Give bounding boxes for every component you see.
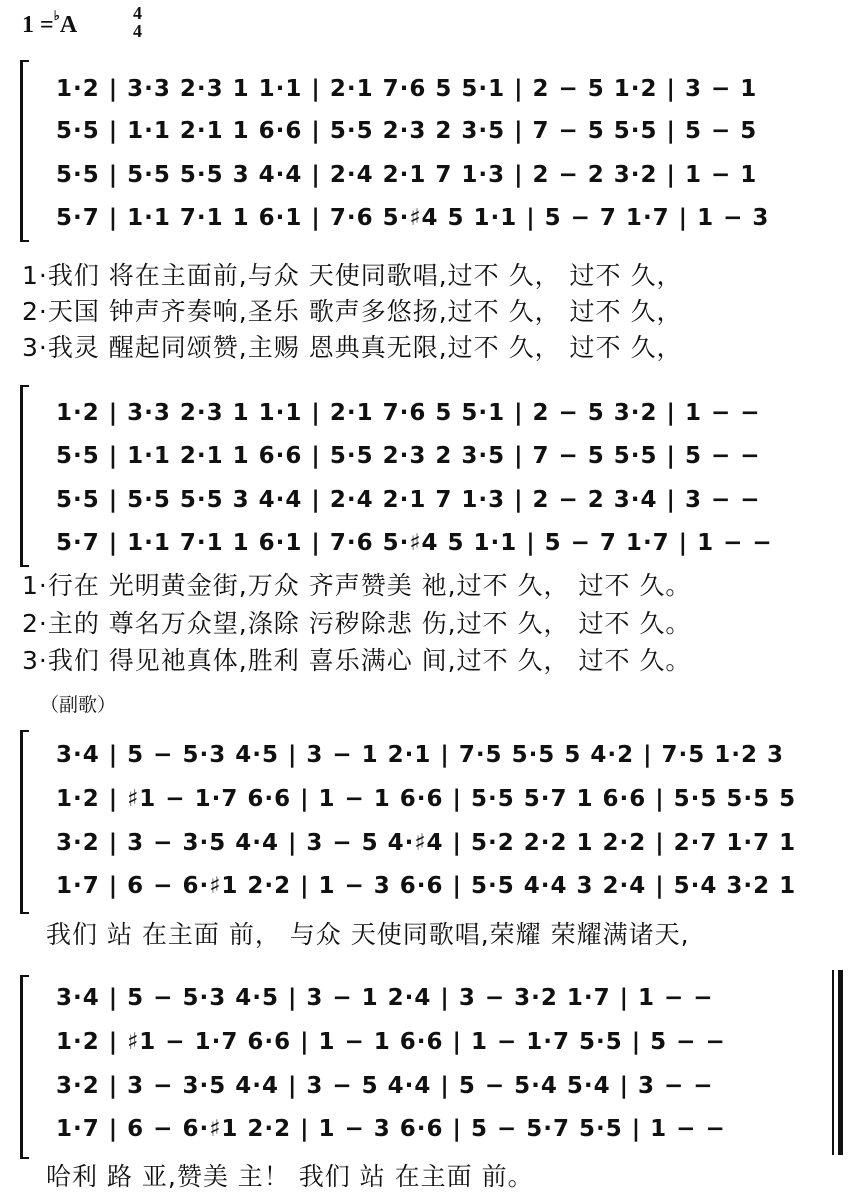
score-row: 5·5 | 5·5 5·5 3 4·4 | 2·4 2·1 7 1·3 | 2 − 2 3·4 | 3 − − <box>56 487 761 513</box>
score-row: 1·7 | 6 − 6·♯1 2·2 | 1 − 3 6·6 | 5 − 5·7 5·5 | 1 − − <box>56 1116 726 1142</box>
final-barline-thin <box>832 970 834 1155</box>
system-bracket <box>20 60 29 242</box>
lyric-line: 2·天国 钟声齐奏响,圣乐 歌声多悠扬,过不 久， 过不 久， <box>22 297 683 326</box>
time-signature <box>133 4 142 40</box>
score-row: 5·7 | 1·1 7·1 1 6·1 | 7·6 5·♯4 5 1·1 | 5 − 7 1·7 | 1 − − <box>56 530 773 556</box>
score-row: 1·2 | 3·3 2·3 1 1·1 | 2·1 7·6 5 5·1 | 2 − 5 1·2 | 3 − 1 <box>56 76 758 102</box>
score-row: 5·7 | 1·1 7·1 1 6·1 | 7·6 5·♯4 5 1·1 | 5 − 7 1·7 | 1 − 3 <box>56 205 770 231</box>
lyric-line: 3·我灵 醒起同颂赞,主赐 恩典真无限,过不 久， 过不 久， <box>22 333 683 362</box>
lyric-line: 哈利 路 亚,赞美 主！ 我们 站 在主面 前。 <box>46 1162 534 1191</box>
key-signature <box>22 8 77 39</box>
score-row: 5·5 | 1·1 2·1 1 6·6 | 5·5 2·3 2 3·5 | 7 − 5 5·5 | 5 − 5 <box>56 118 758 144</box>
score-row: 1·2 | ♯1 − 1·7 6·6 | 1 − 1 6·6 | 1 − 1·7 5·5 | 5 − − <box>56 1029 726 1055</box>
score-row: 3·4 | 5 − 5·3 4·5 | 3 − 1 2·4 | 3 − 3·2 1·7 | 1 − − <box>56 985 714 1011</box>
lyric-line: 我们 站 在主面 前， 与众 天使同歌唱,荣耀 荣耀满诸天, <box>46 920 690 949</box>
score-row: 3·2 | 3 − 3·5 4·4 | 3 − 5 4·4 | 5 − 5·4 5·4 | 3 − − <box>56 1073 714 1099</box>
score-row: 5·5 | 1·1 2·1 1 6·6 | 5·5 2·3 2 3·5 | 7 − 5 5·5 | 5 − − <box>56 443 761 469</box>
score-row: 3·4 | 5 − 5·3 4·5 | 3 − 1 2·1 | 7·5 5·5 5 4·2 | 7·5 1·2 3 <box>56 742 784 768</box>
time-top: 4 <box>133 3 142 23</box>
flat-sign: ♭ <box>53 8 60 23</box>
system-bracket <box>20 730 29 914</box>
lyric-line: 1·我们 将在主面前,与众 天使同歌唱,过不 久， 过不 久， <box>22 261 683 290</box>
chorus-label: （副歌） <box>40 694 117 716</box>
key-note: A <box>59 12 78 38</box>
score-row: 1·2 | ♯1 − 1·7 6·6 | 1 − 1 6·6 | 5·5 5·7 1 6·6 | 5·5 5·5 5 <box>56 786 797 812</box>
system-bracket <box>20 385 29 567</box>
system-bracket <box>20 975 29 1159</box>
final-barline-thick <box>838 970 843 1155</box>
lyric-line: 2·主的 尊名万众望,涤除 污秽除悲 伤,过不 久， 过不 久。 <box>22 609 692 638</box>
score-row: 1·2 | 3·3 2·3 1 1·1 | 2·1 7·6 5 5·1 | 2 − 5 3·2 | 1 − − <box>56 400 761 426</box>
time-bottom: 4 <box>133 21 142 41</box>
score-row: 3·2 | 3 − 3·5 4·4 | 3 − 5 4·♯4 | 5·2 2·2 1 2·2 | 2·7 1·7 1 <box>56 830 797 856</box>
lyric-line: 3·我们 得见祂真体,胜利 喜乐满心 间,过不 久， 过不 久。 <box>22 646 692 675</box>
key-prefix: 1 = <box>22 12 54 38</box>
lyric-line: 1·行在 光明黄金街,万众 齐声赞美 祂,过不 久， 过不 久。 <box>22 571 692 600</box>
score-row: 1·7 | 6 − 6·♯1 2·2 | 1 − 3 6·6 | 5·5 4·4 3 2·4 | 5·4 3·2 1 <box>56 873 797 899</box>
score-row: 5·5 | 5·5 5·5 3 4·4 | 2·4 2·1 7 1·3 | 2 − 2 3·2 | 1 − 1 <box>56 162 758 188</box>
